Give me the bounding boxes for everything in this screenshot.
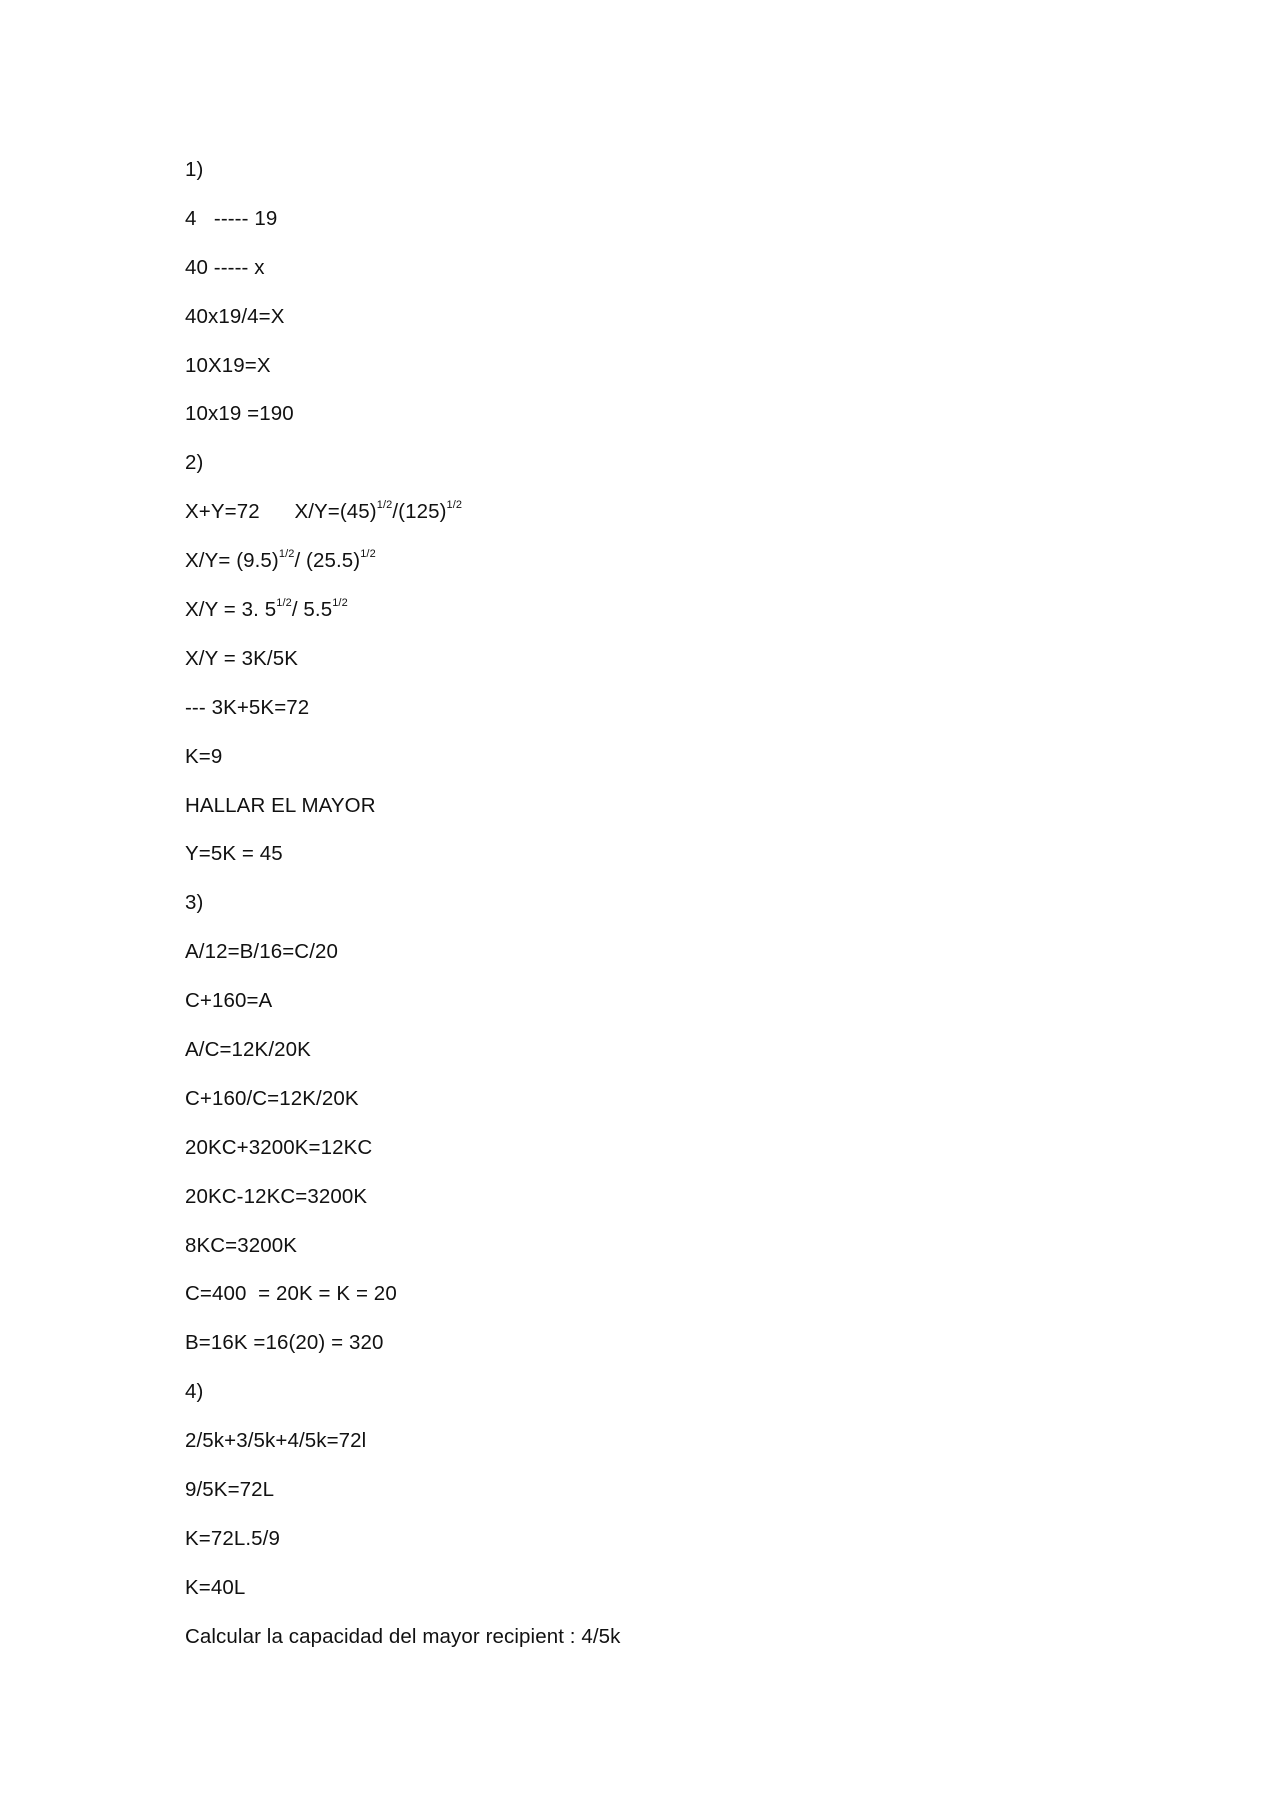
line-29: K=72L.5/9 [185,1526,280,1550]
line-11: X/Y = 3K/5K [185,646,298,670]
line-10-exponent-2: 1/2 [332,597,348,610]
line-10-text-1: X/Y = 3. 5 [185,598,277,622]
line-9-exponent-2: 1/2 [360,548,376,561]
line-8-exponent-1: 1/2 [376,499,393,512]
line-2: 4 ----- 19 [185,206,278,230]
line-10-text-2: / 5.5 [291,598,333,622]
line-6: 10x19 =190 [185,402,294,426]
line-28: 9/5K=72L [185,1478,275,1502]
line-25: B=16K =16(20) = 320 [185,1331,384,1355]
line-8-exponent-2: 1/2 [446,499,463,512]
line-24: C=400 = 20K = K = 20 [185,1282,397,1306]
line-7: 2) [185,451,204,475]
line-9-text-1: X/Y= (9.5) [185,549,279,573]
line-30: K=40L [185,1575,246,1599]
line-26: 4) [185,1380,204,1404]
line-10 [185,594,1185,643]
line-1: 1) [185,158,204,181]
line-12: --- 3K+5K=72 [185,695,310,719]
line-8 [185,496,1185,545]
line-27: 2/5k+3/5k+4/5k=72l [185,1429,367,1453]
line-31: Calcular la capacidad del mayor recipient : 4/5k [185,1624,621,1648]
line-22: 20KC-12KC=3200K [185,1184,368,1208]
line-23: 8KC=3200K [185,1233,298,1257]
line-9-text-2: / (25.5) [294,549,361,573]
line-17: A/12=B/16=C/20 [185,940,338,964]
line-18: C+160=A [185,989,273,1013]
line-8-text-2: /(125) [392,500,447,524]
line-20: C+160/C=12K/20K [185,1086,359,1110]
line-16: 3) [185,891,204,915]
line-10-exponent-1: 1/2 [276,597,292,610]
document-body [185,154,1185,1670]
line-15: Y=5K = 45 [185,842,283,866]
line-8-text-1: X+Y=72 X/Y=(45) [185,500,377,524]
line-14: HALLAR EL MAYOR [185,793,376,817]
line-21: 20KC+3200K=12KC [185,1135,373,1159]
line-19: A/C=12K/20K [185,1038,311,1062]
line-9-exponent-1: 1/2 [278,548,295,561]
line-4: 40x19/4=X [185,304,285,328]
line-9 [185,545,1185,594]
line-3: 40 ----- x [185,255,265,279]
line-13: K=9 [185,744,223,768]
line-5: 10X19=X [185,353,271,377]
